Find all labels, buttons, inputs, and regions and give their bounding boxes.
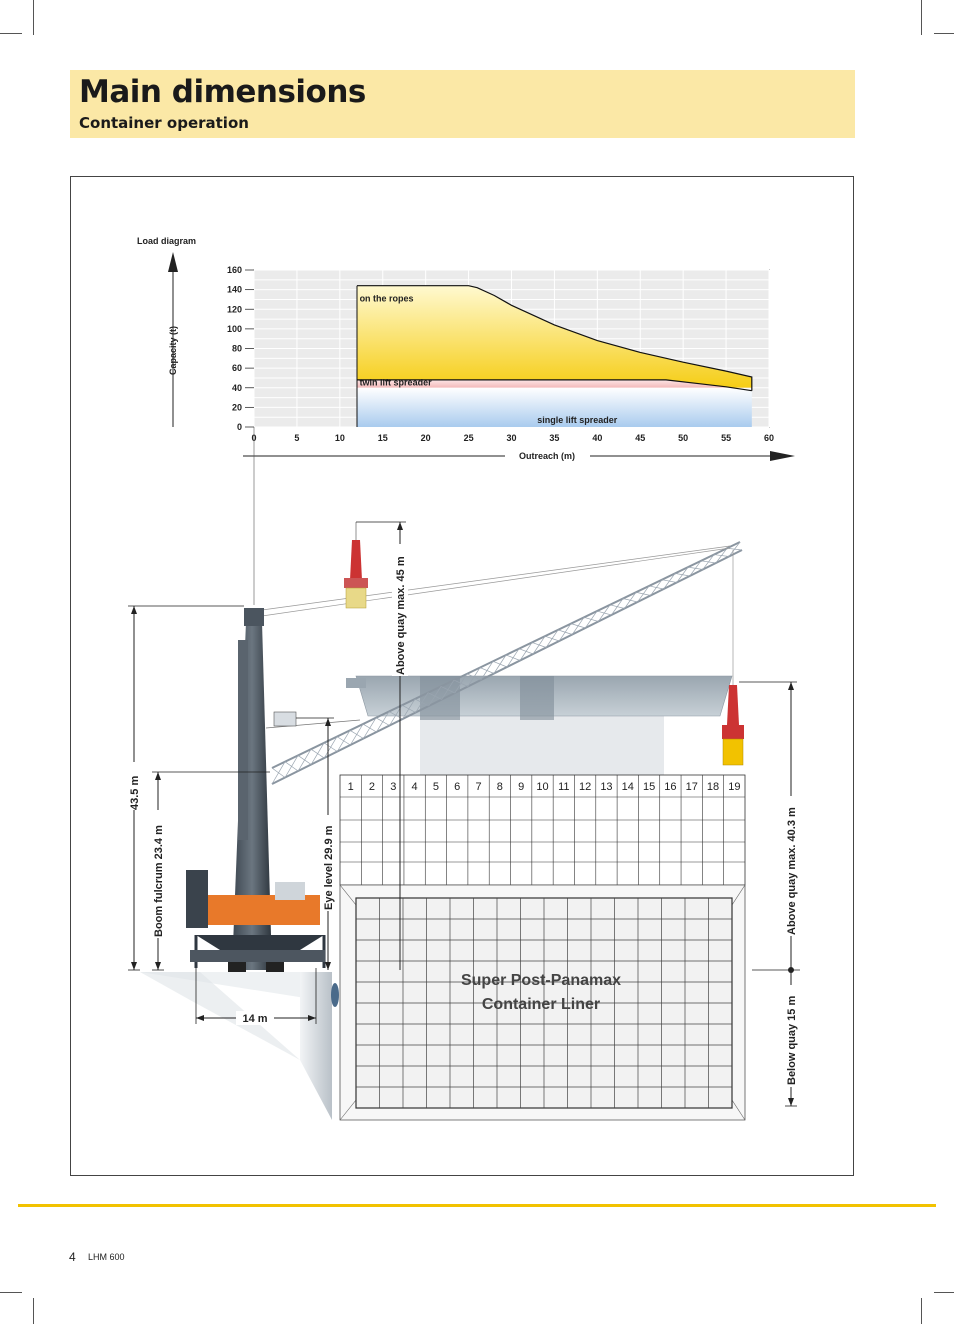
above-quay-40-label: Above quay max. 40.3 m — [786, 807, 798, 935]
tower-ladder — [238, 640, 248, 840]
wheel-set — [228, 962, 246, 972]
ship-name-line1: Super Post-Panamax — [460, 972, 622, 989]
spreader — [344, 578, 368, 588]
boom-fulcrum-label: Boom fulcrum 23.4 m — [153, 825, 165, 937]
footer-rule — [18, 1204, 936, 1207]
container-load — [346, 588, 366, 608]
ropes-label: on the ropes — [359, 293, 414, 304]
arrowhead — [155, 962, 161, 970]
arrowhead — [155, 772, 161, 780]
y-tick-label: 60 — [231, 363, 242, 374]
tower-head — [244, 608, 264, 626]
y-tick-label: 120 — [226, 304, 242, 315]
y-tick-label: 140 — [226, 284, 242, 295]
row-number: 9 — [518, 781, 525, 793]
ship-hatch-end — [346, 678, 366, 688]
arrowhead — [131, 606, 137, 614]
undercarriage — [196, 935, 324, 950]
eye-level-label: Eye level 29.9 m — [323, 825, 335, 910]
outreach-axis-label: Outreach (m) — [518, 451, 576, 461]
x-tick-labels — [251, 433, 774, 443]
arrowhead — [325, 718, 331, 726]
x-tick-label: 10 — [334, 433, 345, 443]
capacity-axis-label: Capacity (t) — [168, 325, 178, 375]
row-number: 11 — [558, 781, 570, 793]
hook-block — [727, 685, 739, 725]
y-tick-label: 40 — [231, 382, 242, 393]
capacity-axis-arrow — [168, 252, 178, 272]
row-number: 17 — [685, 781, 698, 793]
x-tick-label: 5 — [294, 433, 300, 443]
container-load — [723, 739, 743, 765]
guy-rope — [262, 548, 730, 616]
arrowhead — [397, 522, 403, 530]
x-tick-label: 20 — [420, 433, 431, 443]
row-number: 16 — [664, 781, 677, 793]
x-tick-label: 25 — [463, 433, 474, 443]
operator-cabin — [274, 712, 296, 726]
ship-name-line2: Container Liner — [481, 996, 601, 1013]
chassis — [190, 950, 325, 962]
arrowhead — [325, 962, 331, 970]
row-number: 8 — [496, 781, 503, 793]
ship-hatch-frame — [420, 676, 460, 720]
outreach-axis-arrow — [770, 451, 795, 461]
y-tick-label: 80 — [231, 343, 242, 354]
page-title: Main dimensions — [79, 74, 366, 110]
x-tick-label: 40 — [592, 433, 603, 443]
arrowhead — [196, 1015, 204, 1021]
arrowhead — [788, 682, 794, 690]
row-number: 1 — [347, 781, 354, 793]
y-tick-label: 100 — [226, 323, 242, 334]
twin-label: twin lift spreader — [359, 377, 432, 388]
model-name: LHM 600 — [88, 1252, 125, 1262]
row-number: 5 — [432, 781, 439, 793]
hook-block — [350, 540, 362, 580]
arrowhead — [788, 1098, 794, 1106]
row-number: 19 — [728, 781, 741, 793]
row-number: 13 — [600, 781, 613, 793]
row-number: 12 — [579, 781, 592, 793]
row-number: 14 — [621, 781, 634, 793]
y-tick-labels — [227, 265, 254, 432]
page-subtitle: Container operation — [79, 114, 249, 132]
page-number: 4 — [69, 1250, 76, 1264]
x-tick-label: 0 — [251, 433, 257, 443]
guy-rope — [262, 546, 730, 610]
machinery-housing — [275, 882, 305, 900]
row-number: 10 — [536, 781, 549, 793]
counterweight — [186, 870, 208, 928]
y-tick-label: 160 — [226, 265, 242, 275]
row-number: 2 — [368, 781, 376, 793]
arrowhead — [131, 962, 137, 970]
above-quay-45-label: Above quay max. 45 m — [395, 556, 407, 675]
row-number: 18 — [706, 781, 720, 793]
x-tick-label: 60 — [763, 433, 775, 443]
spreader — [722, 725, 744, 739]
below-quay-label: Below quay 15 m — [786, 995, 798, 1085]
y-tick-label: 20 — [231, 402, 242, 413]
height-label: 43.5 m — [129, 775, 141, 810]
fender — [331, 983, 339, 1007]
x-tick-label: 55 — [721, 433, 732, 443]
row-number: 3 — [390, 781, 397, 793]
load-diagram-label: Load diagram — [137, 236, 197, 246]
single-label: single lift spreader — [537, 415, 618, 426]
x-tick-label: 45 — [635, 433, 646, 443]
x-tick-label: 50 — [678, 433, 689, 443]
row-number: 15 — [642, 781, 656, 793]
row-number: 4 — [411, 781, 418, 793]
x-tick-label: 30 — [506, 433, 517, 443]
row-number: 7 — [475, 781, 482, 793]
x-tick-label: 15 — [377, 433, 388, 443]
y-tick-label: 0 — [236, 422, 242, 432]
wheel-set — [266, 962, 284, 972]
ship-hatch-frame — [520, 676, 554, 720]
row-number: 6 — [454, 781, 461, 793]
width-label: 14 m — [242, 1013, 268, 1025]
x-tick-label: 35 — [549, 433, 560, 443]
